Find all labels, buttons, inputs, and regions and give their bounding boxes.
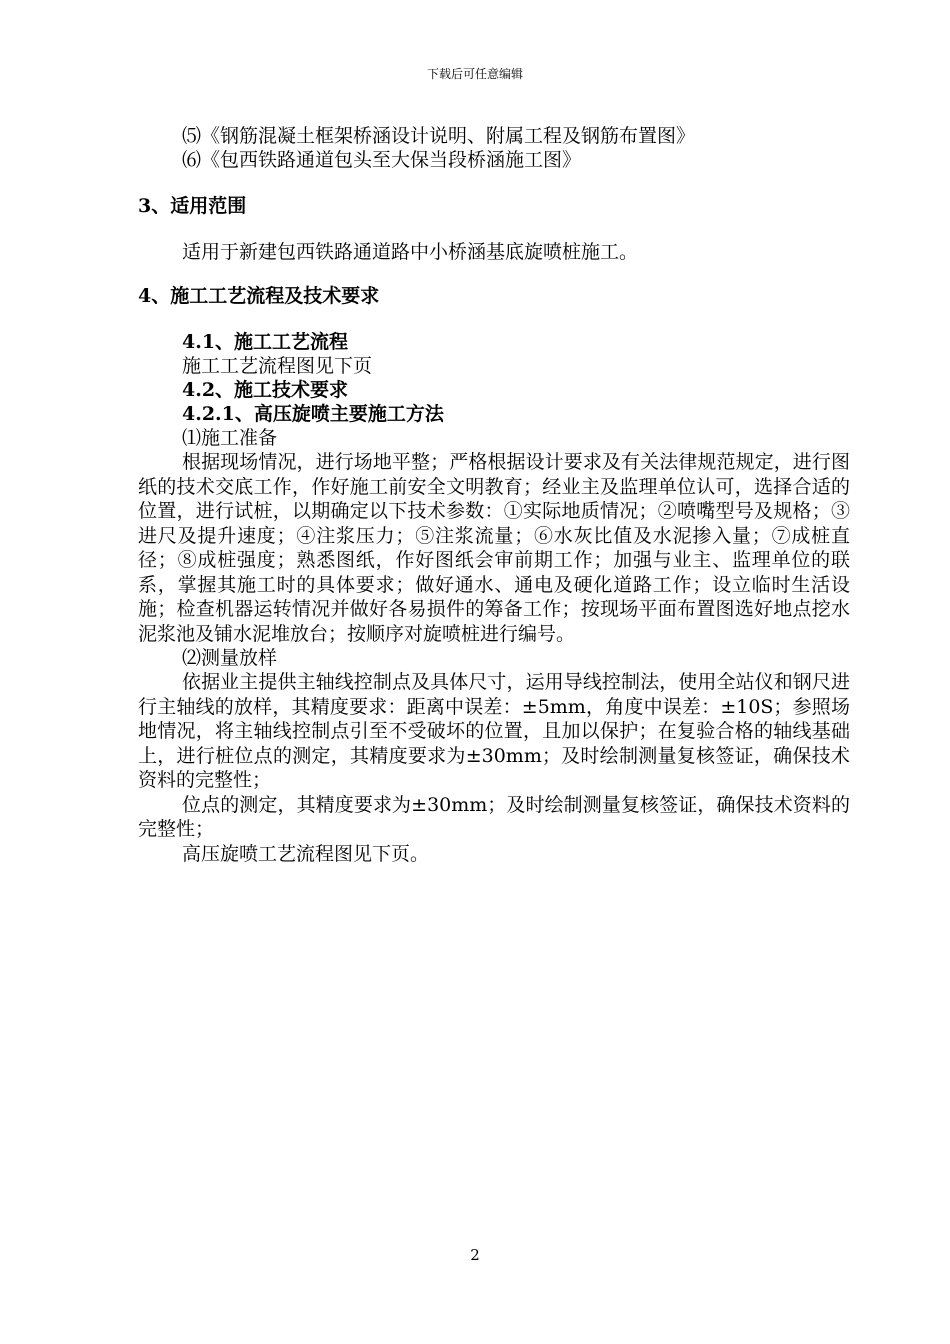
flow-chart-note: 高压旋喷工艺流程图见下页。 [182, 842, 430, 865]
document-body [138, 124, 850, 866]
reference-item-5: ⑸《钢筋混凝土框架桥涵设计说明、附属工程及钢筋布置图》 [182, 125, 696, 147]
survey-heading: ⑵测量放样 [182, 647, 278, 669]
reference-item-6: ⑹《包西铁路通道包头至大保当段桥涵施工图》 [182, 149, 582, 171]
header-note: 下载后可任意编辑 [426, 67, 523, 81]
point-measurement-paragraph: 位点的测定，其精度要求为±30mm；及时绘制测量复核签证，确保技术资料的完整性； [138, 793, 850, 840]
section-3-text: 适用于新建包西铁路通道路中小桥涵基底旋喷桩施工。 [182, 241, 639, 263]
page-number: 2 [470, 1246, 480, 1264]
subsection-4-1-heading: 4.1、施工工艺流程 [182, 331, 349, 353]
preparation-paragraph: 根据现场情况，进行场地平整；严格根据设计要求及有关法律规范规定，进行图纸的技术交底工作，作好施工前安全文明教育；经业主及监理单位认可，选择合适的位置，进行试桩，以期确定以下技术参数：①实际地质情况；②喷嘴型号及规格；③进尺及提升速度；④注浆压力；⑤注浆流量；⑥水灰比值及水泥掺入量；⑦成桩直径；⑧成桩强度；熟悉图纸，作好图纸会审前期工作；加强与业主、监理单位的联系，掌握其施工时的具体要求；做好通水、通电及硬化道路工作；设立临时生活设施；检查机器运转情况并做好各易损件的筹备工作；按现场平面布置图选好地点挖水泥浆池及铺水泥堆放台；按顺序对旋喷桩进行编号。 [138, 451, 850, 645]
section-4-heading: 4、施工工艺流程及技术要求 [138, 285, 380, 307]
section-3-heading: 3、适用范围 [138, 195, 247, 217]
preparation-heading: ⑴施工准备 [182, 427, 278, 449]
subsection-4-2-1-heading: 4.2.1、高压旋喷主要施工方法 [182, 403, 444, 425]
subsection-4-2-heading: 4.2、施工技术要求 [182, 379, 349, 401]
subsection-4-1-text: 施工工艺流程图见下页 [182, 355, 373, 377]
survey-paragraph: 依据业主提供主轴线控制点及具体尺寸，运用导线控制法，使用全站仪和钢尺进行主轴线的放样，其精度要求：距离中误差：±5mm，角度中误差：±10S；参照场地情况，将主轴线控制点引至不受破坏的位置，且加以保护；在复验合格的轴线基础上，进行桩位点的测定，其精度要求为±30mm；及时绘制测量复核签证，确保技术资料的完整性； [138, 671, 850, 791]
